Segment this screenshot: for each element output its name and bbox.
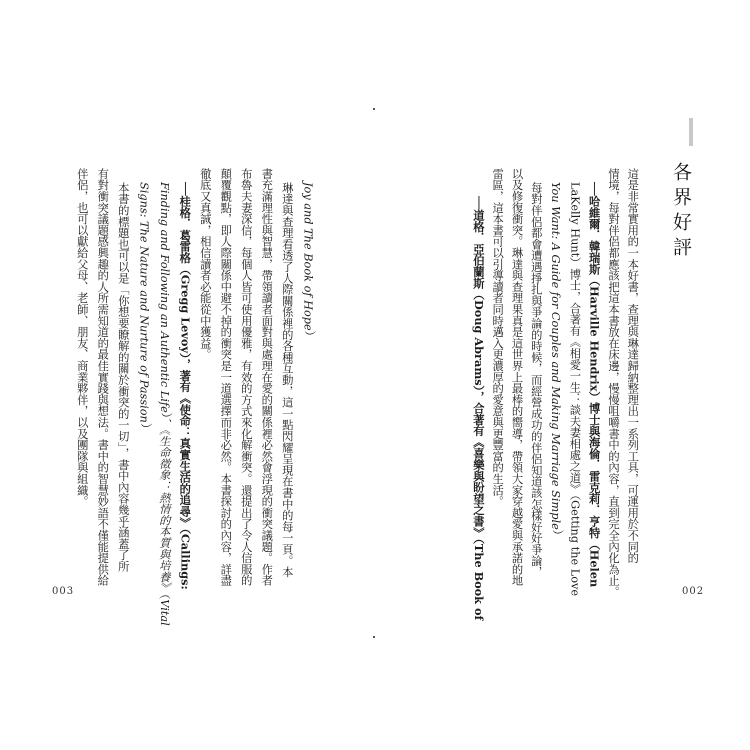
text-column: 本書的標題也可以是「你想要瞭解的關於衝突的一切」，書中內容幾乎涵蓋了所: [116, 182, 130, 572]
text-column: 這是非常實用的一本好書，查理與琳達歸納整理出一系列工具，可運用於不同的: [626, 168, 640, 564]
chapter-title: 各界好評: [670, 162, 692, 262]
gutter-mark-bottom: [373, 636, 377, 640]
text-column: LaKelly Hunt）博士，合著有《相愛一生：談夫妻相處之道》（Getting the Love: [568, 182, 582, 597]
text-column: 每對伴侶都會遭遇掙扎與爭論的時候，而經營成功的伴侶知道該怎樣好好爭論，: [529, 182, 543, 578]
text-column: 琳達與查理看透了人際關係裡的各種互動，這一點閃耀呈現在書中的每一頁。本: [280, 182, 294, 578]
text-column: ──道格．亞伯蘭斯（Doug Abrams），合著有《喜樂與盼望之書》（The Book of: [471, 196, 486, 621]
text-column: Joy and The Book of Hope）: [301, 182, 315, 343]
text-column: ──桂格．葛雷格（Gregg Levoy），著有《使命：真實生活的追尋》（Callings:: [178, 182, 193, 590]
text-column: 有對衝突議題感興趣的人所需知道的最佳實踐與想法。書中的智慧妙語不僅能提供給: [96, 168, 110, 587]
text-column: 布魯夫妻深信，每個人皆可使用優雅，有效的方式來化解衝突。還提出了令人信服的: [239, 168, 253, 587]
text-column: 伴侶，也可以獻給父母、老師、朋友、商業夥伴，以及團隊與組織。: [75, 168, 89, 507]
gutter-mark-top: [373, 108, 377, 112]
text-column: 以及修復衝突。琳達與查理果真是這世界上最棒的嚮導，帶領大家穿越愛與承諾的地: [510, 168, 524, 587]
text-column: ──哈維爾．韓瑞斯（Harville Hendrix）博士與海倫．雷克莉．亨特（Helen: [587, 182, 602, 588]
text-column: 雷區，這本書可以引導讀者同時邁入更濃厚的愛意與更豐富的生活。: [491, 168, 505, 507]
right-page-number: 002: [682, 586, 705, 597]
chapter-marker-bar: [689, 118, 693, 146]
text-column: 情境，每對伴侶都應該把這本書放在床邊，慢慢咀嚼書中的內容，直到完全內化為止。: [606, 168, 620, 598]
text-column: You Want: A Guide for Couples and Making Marriage Simple）: [549, 182, 563, 542]
text-column: Finding and Following an Authentic Life）、《生命徵象：熱情的本質與培養》（Vital: [157, 182, 171, 626]
text-column: Signs: The Nature and Nurture of Passion）: [137, 182, 151, 435]
left-page-number: 003: [52, 586, 75, 597]
text-column: 徹底又真誠，相信讀者必能從中獲益。: [198, 168, 212, 361]
text-column: 顛覆觀點，即人際關係中避不掉的衝突是一道選擇而非必然。本書探討的內容，詳盡: [219, 168, 233, 587]
text-column: 書充滿理性與智慧，帶領讀者面對與處理在愛的關係裡必然會浮現的衝突議題。作者: [260, 168, 274, 587]
